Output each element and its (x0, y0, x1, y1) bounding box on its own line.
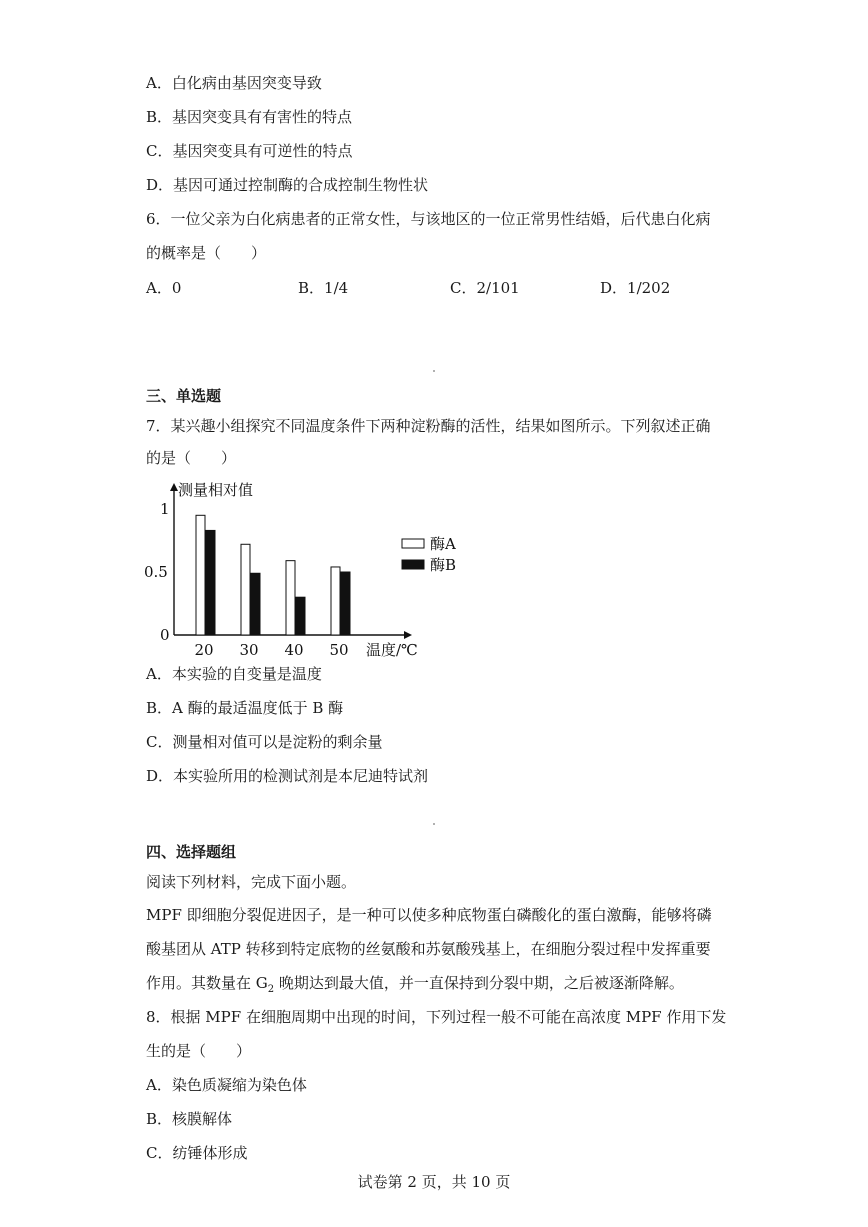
x-axis-arrow (404, 631, 412, 639)
passage-line3-post: 晚期达到最大值，并一直保持到分裂中期，之后被逐渐降解。 (274, 974, 684, 992)
q6-stem-line1: 6．一位父亲为白化病患者的正常女性，与该地区的一位正常男性结婚，后代患白化病 (146, 210, 711, 228)
q6-stem-line2: 的概率是（ ） (146, 244, 267, 262)
bar-enzyme-b (251, 573, 260, 635)
x-tick-label: 50 (329, 641, 349, 659)
passage-line3-sub: 2 (267, 984, 275, 995)
q7-option-a: A．本实验的自变量是温度 (146, 665, 322, 683)
q8-option-a: A．染色质凝缩为染色体 (146, 1076, 307, 1094)
separator-dot (433, 370, 435, 372)
q6-option-b: B．1/4 (298, 279, 349, 297)
q7-option-d: D．本实验所用的检测试剂是本尼迪特试剂 (146, 767, 429, 785)
y-axis-arrow (170, 483, 178, 491)
x-axis-label: 温度/℃ (366, 641, 418, 659)
legend-label: 酶A (430, 535, 456, 553)
q6-option-c: C．2/101 (450, 279, 520, 297)
q8-option-b: B．核膜解体 (146, 1110, 233, 1128)
q7-option-c: C．测量相对值可以是淀粉的剩余量 (146, 733, 383, 751)
legend-label: 酶B (430, 556, 457, 574)
x-tick-label: 30 (239, 641, 259, 659)
section4-title: 四、选择题组 (146, 843, 237, 861)
bar-enzyme-b (206, 530, 215, 635)
q7-stem-line1: 7．某兴趣小组探究不同温度条件下两种淀粉酶的活性，结果如图所示。下列叙述正确 (146, 417, 711, 435)
y-tick-label: 1 (160, 500, 170, 518)
q5-option-d: D．基因可通过控制酶的合成控制生物性状 (146, 176, 429, 194)
passage-line3-pre: 作用。其数量在 G (146, 974, 268, 992)
y-tick-label: 0 (160, 626, 170, 644)
y-axis-label: 测量相对值 (178, 481, 254, 499)
bar-enzyme-b (296, 597, 305, 635)
bar-enzyme-b (341, 572, 350, 635)
legend-swatch (402, 539, 424, 548)
q5-option-b: B．基因突变具有有害性的特点 (146, 108, 353, 126)
bar-enzyme-a (331, 567, 340, 635)
passage-intro: 阅读下列材料，完成下面小题。 (146, 873, 357, 891)
x-tick-label: 40 (284, 641, 304, 659)
q7-stem-line2: 的是（ ） (146, 449, 237, 467)
page-footer: 试卷第 2 页，共 10 页 (357, 1173, 511, 1191)
enzyme-activity-chart (140, 475, 457, 660)
passage-line1: MPF 即细胞分裂促进因子，是一种可以使多种底物蛋白磷酸化的蛋白激酶，能够将磷 (146, 906, 712, 924)
q8-option-c: C．纺锤体形成 (146, 1144, 248, 1162)
bar-enzyme-a (196, 515, 205, 635)
bar-enzyme-a (286, 561, 295, 635)
q8-stem-line2: 生的是（ ） (146, 1042, 252, 1060)
q7-option-b: B．A 酶的最适温度低于 B 酶 (146, 699, 344, 717)
legend-swatch (402, 560, 424, 569)
q8-stem-line1: 8．根据 MPF 在细胞周期中出现的时间，下列过程一般不可能在高浓度 MPF 作用下发 (146, 1008, 727, 1026)
passage-line2: 酸基团从 ATP 转移到特定底物的丝氨酸和苏氨酸残基上，在细胞分裂过程中发挥重要 (146, 940, 711, 958)
q5-option-a: A．白化病由基因突变导致 (146, 74, 322, 92)
section3-title: 三、单选题 (146, 387, 222, 405)
passage-line3 (146, 973, 684, 1000)
q5-option-c: C．基因突变具有可逆性的特点 (146, 142, 353, 160)
x-tick-label: 20 (194, 641, 214, 659)
bar-enzyme-a (241, 544, 250, 635)
q6-option-d: D．1/202 (600, 279, 671, 297)
y-tick-label: 0.5 (144, 563, 168, 581)
q6-option-a: A．0 (146, 279, 182, 297)
separator-dot (433, 823, 435, 825)
